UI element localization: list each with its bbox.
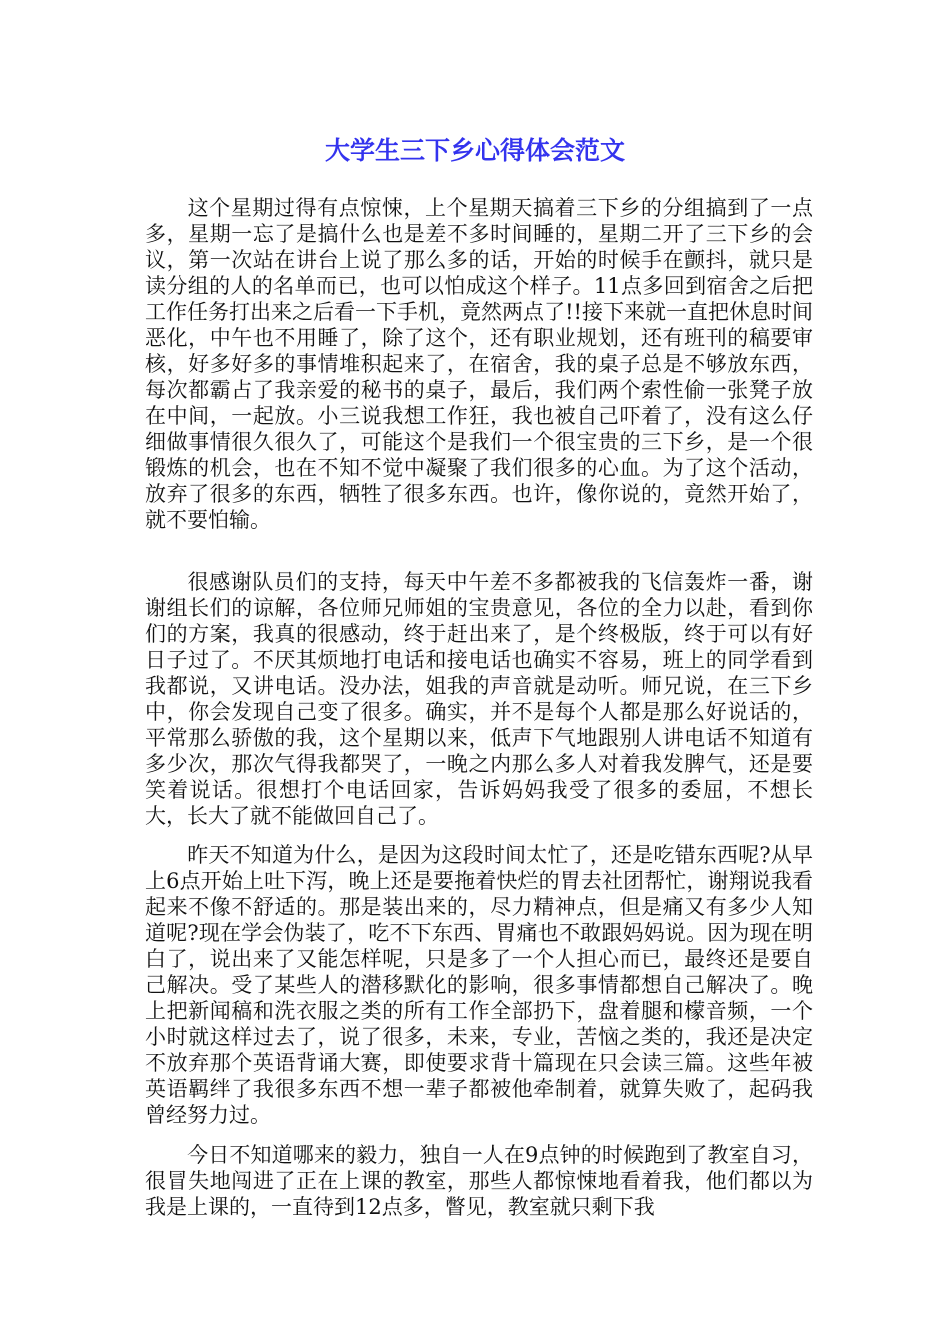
paragraph-1 [145, 195, 813, 533]
paragraph-2 [145, 569, 813, 829]
paragraph-3-text: 昨天不知道为什么，是因为这段时间太忙了，还是吃错东西呢?从早上6点开始上吐下泻，晚上还是要拖着快烂的胃去社团帮忙，谢翔说我看起来不像不舒适的。那是装出来的，尽力精神点，但是痛又有多少人知道呢?现在学会伪装了，吃不下东西、胃痛也不敢跟妈妈说。因为现在明白了，说出来了又能怎样呢，只是多了一个人担心而已，最终还是要自己解决。受了某些人的潜移默化的影响，很多事情都想自己解决了。晚上把新闻稿和洗衣服之类的所有工作全部扔下，盘着腿和檬音频，一个小时就这样过去了，说了很多，未来，专业，苦恼之类的，我还是决定不放弃那个英语背诵大赛，即使要求背十篇现在只会读三篇。这些年被英语羁绊了我很多东西不想一辈子都被他牵制着，就算失败了，起码我曾经努力过。 [145, 843, 813, 1127]
paragraph-2-text: 很感谢队员们的支持，每天中午差不多都被我的飞信轰炸一番，谢谢组长们的谅解，各位师兄师姐的宝贵意见，各位的全力以赴，看到你们的方案，我真的很感动，终于赶出来了，是个终极版，终于可以有好日子过了。不厌其烦地打电话和接电话也确实不容易，班上的同学看到我都说，又讲电话。没办法，姐我的声音就是动听。师兄说，在三下乡中，你会发现自己变了很多。确实，并不是每个人都是那么好说话的，平常那么骄傲的我，这个星期以来，低声下气地跟别人讲电话不知道有多少次，那次气得我都哭了，一晚之内那么多人对着我发脾气，还是要笑着说话。很想打个电话回家，告诉妈妈我受了很多的委屈，不想长大，长大了就不能做回自己了。 [145, 570, 813, 828]
document-title: 大学生三下乡心得体会范文 [324, 136, 625, 165]
paragraph-4-text: 今日不知道哪来的毅力，独自一人在9点钟的时候跑到了教室自习，很冒失地闯进了正在上课的教室，那些人都惊悚地看着我，他们都以为我是上课的，一直待到12点多，瞥见，教室就只剩下我 [145, 1143, 813, 1219]
paragraph-1-text: 这个星期过得有点惊悚，上个星期天搞着三下乡的分组搞到了一点多，星期一忘了是搞什么也是差不多时间睡的，星期二开了三下乡的会议，第一次站在讲台上说了那么多的话，开始的时候手在颤抖，就只是读分组的人的名单而已，也可以怕成这个样子。11点多回到宿舍之后把工作任务打出来之后看一下手机，竟然两点了!!接下来就一直把休息时间恶化，中午也不用睡了，除了这个，还有职业规划，还有班刊的稿要审核，好多好多的事情堆积起来了，在宿舍，我的桌子总是不够放东西，每次都霸占了我亲爱的秘书的桌子，最后，我们两个索性偷一张凳子放在中间，一起放。小三说我想工作狂，我也被自己吓着了，没有这么仔细做事情很久很久了，可能这个是我们一个很宝贵的三下乡，是一个很锻炼的机会，也在不知不觉中凝聚了我们很多的心血。为了这个活动，放弃了很多的东西，牺牲了很多东西。也许，像你说的，竟然开始了，就不要怕输。 [145, 196, 813, 532]
paragraph-3 [145, 842, 813, 1128]
paragraph-4 [145, 1142, 813, 1220]
